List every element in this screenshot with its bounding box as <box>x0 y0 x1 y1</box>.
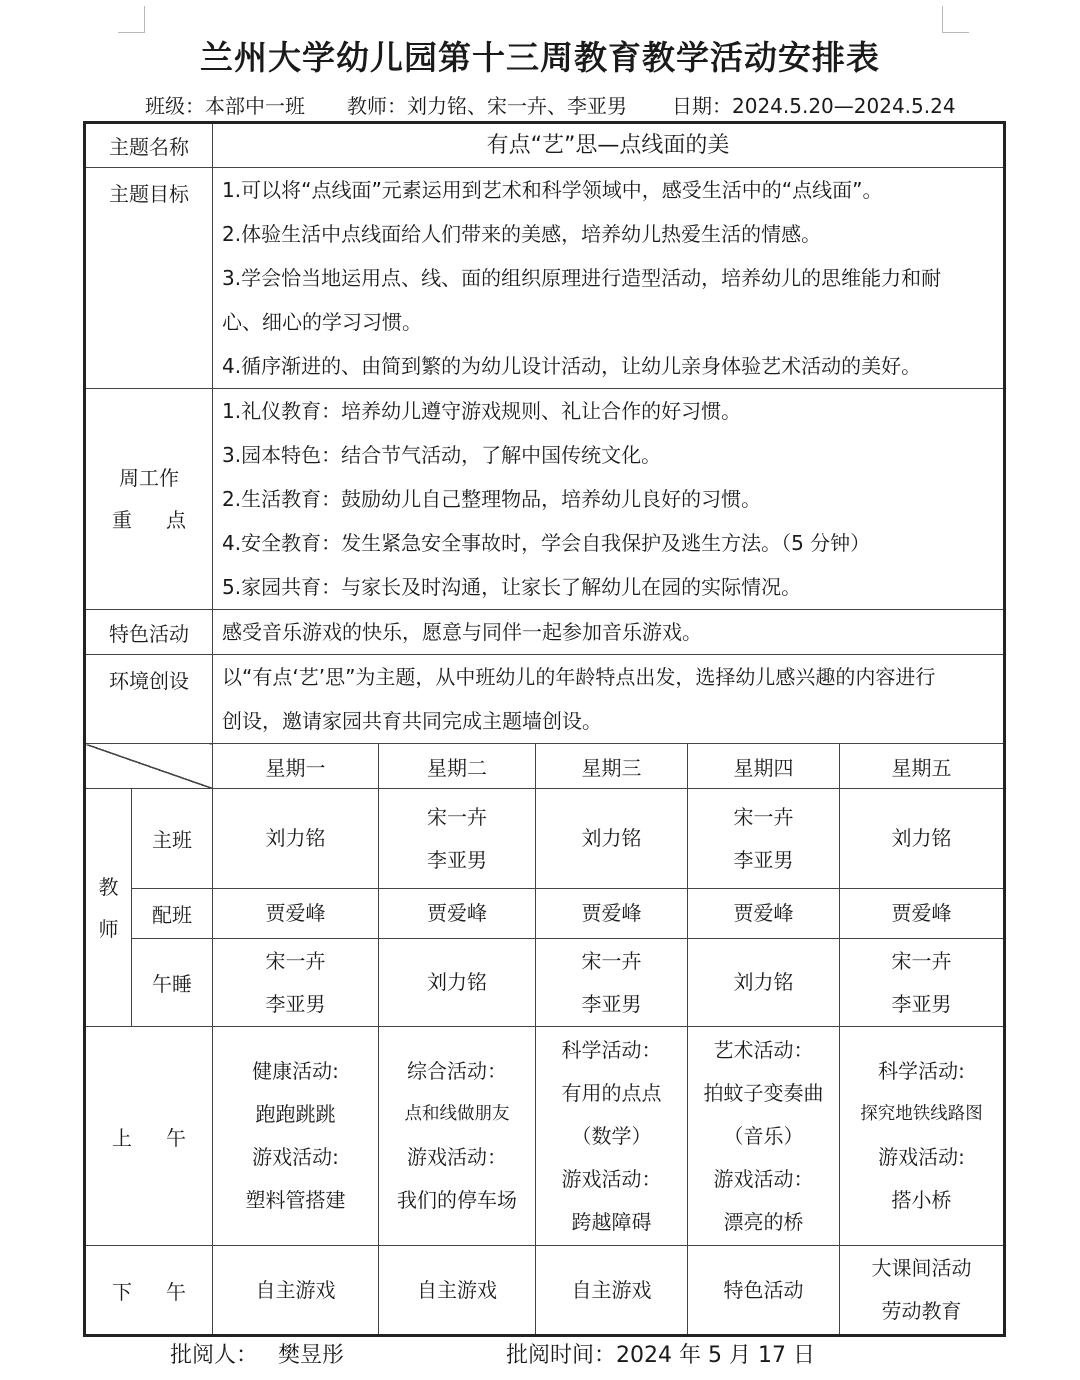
assist-teacher-cell: 贾爱峰 <box>840 889 1005 939</box>
reviewer-label: 批阅人： <box>170 1343 259 1368</box>
assist-teacher-cell: 贾爱峰 <box>379 889 536 939</box>
days-header-row <box>85 744 1005 789</box>
main-teacher-cell: 宋一卉 李亚男 <box>688 789 840 889</box>
day-header: 星期一 <box>213 744 379 789</box>
page-corner-mark-left <box>118 6 145 33</box>
schedule-table <box>83 121 1006 1337</box>
assist-teacher-cell: 贾爱峰 <box>213 889 379 939</box>
weekly-focus-label-line1: 周工作 <box>119 466 179 490</box>
main-teacher-cell: 刘力铭 <box>536 789 688 889</box>
main-teacher-label: 主班 <box>132 789 213 889</box>
page-title: 兰州大学幼儿园第十三周教育教学活动安排表 <box>200 38 880 77</box>
environment-row <box>85 655 1005 744</box>
afternoon-activity-cell: 自主游戏 <box>379 1246 536 1336</box>
main-teacher-row <box>85 789 1005 889</box>
reviewer-name: 樊昱彤 <box>278 1343 345 1368</box>
nap-teacher-label: 午睡 <box>132 939 213 1027</box>
weekly-focus-content <box>213 389 1005 610</box>
weekly-focus-label <box>85 389 213 610</box>
afternoon-activity-cell: 自主游戏 <box>536 1246 688 1336</box>
weekly-focus-row <box>85 389 1005 610</box>
day-header: 星期五 <box>840 744 1005 789</box>
theme-row <box>85 123 1005 168</box>
nap-teacher-cell: 宋一卉 李亚男 <box>840 939 1005 1027</box>
main-teacher-cell: 刘力铭 <box>213 789 379 889</box>
morning-activity-cell: 健康活动: 跑跑跳跳 游戏活动: 塑料管搭建 <box>213 1027 379 1246</box>
goals-row <box>85 168 1005 389</box>
theme-value: 有点“艺”思—点线面的美 <box>213 123 1005 168</box>
focus-item: 3.园本特色：结合节气活动，了解中国传统文化。 <box>222 443 662 467</box>
class-info: 班级：本部中一班 <box>145 94 305 118</box>
nap-teacher-cell: 宋一卉 李亚男 <box>536 939 688 1027</box>
review-time-value: 2024 年 5 月 17 日 <box>616 1343 815 1368</box>
page-corner-mark-right <box>942 6 969 33</box>
goals-content <box>213 168 1005 389</box>
morning-activity-cell: 科学活动: 探究地铁线路图 游戏活动: 搭小桥 <box>840 1027 1005 1246</box>
main-teacher-cell: 刘力铭 <box>840 789 1005 889</box>
teachers-label: 教 师 <box>85 789 132 1027</box>
goal-item: 心、细心的学习习惯。 <box>222 310 422 334</box>
weekly-focus-label-line2: 重 点 <box>112 508 186 532</box>
review-time <box>506 1338 815 1369</box>
diagonal-header-cell <box>85 744 213 789</box>
nap-teacher-cell: 刘力铭 <box>379 939 536 1027</box>
morning-activity-cell: 综合活动： 点和线做朋友 游戏活动： 我们的停车场 <box>379 1027 536 1246</box>
focus-item: 4.安全教育：发生紧急安全事故时，学会自我保护及逃生方法。（5 分钟） <box>222 531 871 555</box>
review-time-label: 批阅时间： <box>506 1343 617 1368</box>
reviewer <box>170 1338 344 1369</box>
environment-line: 以“有点‘艺’思”为主题，从中班幼儿的年龄特点出发，选择幼儿感兴趣的内容进行 <box>222 665 936 689</box>
morning-activity-cell: 科学活动： 有用的点点 （数学） 游戏活动： 跨越障碍 <box>536 1027 688 1246</box>
nap-teacher-row <box>85 939 1005 1027</box>
day-header: 星期三 <box>536 744 688 789</box>
main-teacher-cell: 宋一卉 李亚男 <box>379 789 536 889</box>
afternoon-row <box>85 1246 1005 1336</box>
special-value: 感受音乐游戏的快乐，愿意与同伴一起参加音乐游戏。 <box>213 610 1005 655</box>
goal-item: 4.循序渐进的、由简到繁的为幼儿设计活动，让幼儿亲身体验艺术活动的美好。 <box>222 354 922 378</box>
nap-teacher-cell: 宋一卉 李亚男 <box>213 939 379 1027</box>
focus-item: 2.生活教育：鼓励幼儿自己整理物品，培养幼儿良好的习惯。 <box>222 487 762 511</box>
assist-teacher-row <box>85 889 1005 939</box>
special-row <box>85 610 1005 655</box>
theme-label: 主题名称 <box>85 123 213 168</box>
day-header: 星期四 <box>688 744 840 789</box>
teacher-info: 教师：刘力铭、宋一卉、李亚男 <box>347 94 627 118</box>
environment-content <box>213 655 1005 744</box>
focus-item: 1.礼仪教育：培养幼儿遵守游戏规则、礼让合作的好习惯。 <box>222 399 742 423</box>
afternoon-activity-cell: 自主游戏 <box>213 1246 379 1336</box>
afternoon-label: 下 午 <box>85 1246 213 1336</box>
morning-label: 上 午 <box>85 1027 213 1246</box>
goal-item: 2.体验生活中点线面给人们带来的美感，培养幼儿热爱生活的情感。 <box>222 222 822 246</box>
afternoon-activity-cell: 大课间活动 劳动教育 <box>840 1246 1005 1336</box>
assist-teacher-cell: 贾爱峰 <box>536 889 688 939</box>
afternoon-activity-cell: 特色活动 <box>688 1246 840 1336</box>
environment-line: 创设，邀请家园共育共同完成主题墙创设。 <box>222 709 602 733</box>
goal-item: 3.学会恰当地运用点、线、面的组织原理进行造型活动，培养幼儿的思维能力和耐 <box>222 266 942 290</box>
assist-teacher-label: 配班 <box>132 889 213 939</box>
morning-activity-cell: 艺术活动： 拍蚊子变奏曲 （音乐） 游戏活动： 漂亮的桥 <box>688 1027 840 1246</box>
day-header: 星期二 <box>379 744 536 789</box>
goals-label: 主题目标 <box>85 168 213 389</box>
morning-row <box>85 1027 1005 1246</box>
focus-item: 5.家园共育：与家长及时沟通，让家长了解幼儿在园的实际情况。 <box>222 575 802 599</box>
assist-teacher-cell: 贾爱峰 <box>688 889 840 939</box>
special-label: 特色活动 <box>85 610 213 655</box>
nap-teacher-cell: 刘力铭 <box>688 939 840 1027</box>
date-info: 日期：2024.5.20—2024.5.24 <box>672 94 956 118</box>
goal-item: 1.可以将“点线面”元素运用到艺术和科学领域中，感受生活中的“点线面”。 <box>222 178 883 202</box>
environment-label: 环境创设 <box>85 655 213 744</box>
